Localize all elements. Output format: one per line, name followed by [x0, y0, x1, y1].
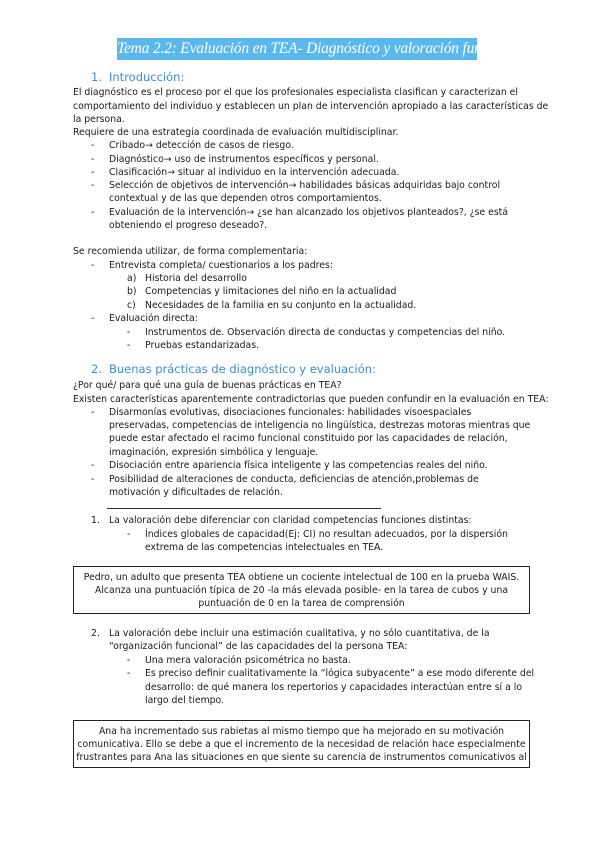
- bullet-text: motivación y dificultades de relación.: [109, 487, 283, 498]
- point-2-text: La valoración debe incluir una estimación cualitativa, y no sólo cuantitativa, de la: [109, 628, 490, 639]
- bullet-dash: -: [127, 327, 131, 338]
- bullet-text: obteniendo el progreso deseado?.: [109, 220, 268, 231]
- example-box-ana: [73, 720, 530, 768]
- section-2-heading: Buenas prácticas de diagnóstico y evaluación:: [109, 362, 376, 376]
- question-text: ¿Por qué/ para qué una guía de buenas prácticas en TEA?: [73, 380, 342, 391]
- bullet-dash: -: [91, 167, 95, 178]
- bullet-dash: -: [127, 668, 131, 679]
- bullet-text: preservadas, competencias de inteligencia no lingüística, destrezas motoras mientras que: [109, 420, 531, 431]
- bullet-dash: -: [91, 313, 95, 324]
- point-1-number: 1.: [91, 515, 100, 526]
- point-2-sub: Es preciso definir cualitativamente la “lógica subyacente” a ese modo diferente del: [145, 668, 535, 679]
- list-item: Instrumentos de. Observación directa de conductas y competencias del niño.: [145, 327, 506, 338]
- box-line: Pedro, un adulto que presenta TEA obtiene un cociente intelectual de 100 en la prueba WAIS.: [83, 572, 520, 583]
- box-line: Alcanza una puntuación típica de 20 -la más elevada posible- en la tarea de cubos y una: [94, 585, 509, 596]
- point-2-sub: desarrollo: de qué manera los repertorios y capacidades interactúan entre sí a lo: [145, 682, 523, 693]
- list-item: Pruebas estandarizadas.: [145, 340, 260, 351]
- point-1-text: La valoración debe diferenciar con claridad competencias funciones distintas:: [109, 515, 472, 526]
- section-1-heading: Introducción:: [109, 70, 185, 84]
- intro-line: la persona.: [73, 114, 125, 125]
- bullet-text: contextual y de las que dependen otros comportamientos.: [109, 193, 382, 204]
- example-box-pedro: [73, 566, 530, 614]
- bullet-dash: -: [127, 655, 131, 666]
- bullet-text: Clasificación→ situar al individuo en la intervención adecuada.: [109, 167, 400, 178]
- bullet-dash: -: [91, 140, 95, 151]
- bullet-dash: -: [91, 260, 95, 271]
- section-1-number: 1.: [91, 70, 102, 84]
- list-item: Necesidades de la familia en su conjunto en la actualidad.: [145, 300, 417, 311]
- bullet-dash: -: [91, 474, 95, 485]
- box-line: puntuación de 0 en la tarea de comprensión: [198, 598, 405, 609]
- requires-text: Requiere de una estrategia coordinada de evaluación multidisciplinar.: [73, 127, 399, 138]
- intro-line: comportamiento del individuo y establecen un plan de intervención apropiado a las características de: [73, 101, 549, 112]
- box-line: frustrantes para Ana las situaciones en que siente su carencia de instrumentos comunicativos al: [76, 752, 527, 763]
- bullet-dash: -: [91, 407, 95, 418]
- point-2-number: 2.: [91, 628, 100, 639]
- bullet-dash: -: [91, 460, 95, 471]
- point-2-sub: Una mera valoración psicométrica no basta.: [145, 655, 351, 666]
- intro-line: El diagnóstico es el proceso por el que los profesionales especialista clasifican y caracterizan el: [73, 87, 518, 98]
- divider-line: [107, 508, 381, 509]
- bullet-text: Posibilidad de alteraciones de conducta, deficiencias de atención,problemas de: [109, 474, 479, 485]
- bullet-text: Selección de objetivos de intervención→ habilidades básicas adquiridas bajo control: [109, 180, 501, 191]
- page-title: Tema 2.2: Evaluación en TEA- Diagnóstico y valoración funcional: [117, 38, 477, 60]
- bullet-text: imaginación, expresión simbólica y lenguaje.: [109, 447, 319, 458]
- point-2-text: “organización funcional” de las capacidades del la persona TEA:: [109, 641, 408, 652]
- bullet-dash: -: [91, 154, 95, 165]
- list-item: Competencias y limitaciones del niño en la actualidad: [145, 286, 397, 297]
- list-item: Historia del desarrollo: [145, 273, 247, 284]
- bullet-dash: -: [91, 207, 95, 218]
- list-letter: a): [127, 273, 137, 284]
- recommend-text: Se recomienda utilizar, de forma complementaria:: [73, 246, 308, 257]
- bullet-text: Disarmonías evolutivas, disociaciones funcionales: habilidades visoespaciales: [109, 407, 472, 418]
- list-letter: b): [127, 286, 137, 297]
- bullet-dash: -: [127, 340, 131, 351]
- bullet-dash: -: [127, 529, 131, 540]
- bullet-text: puede estar afectado el racimo funcional constituido por las capacidades de relación,: [109, 433, 508, 444]
- box-line: Ana ha incrementado sus rabietas al mismo tiempo que ha mejorado en su motivación: [98, 726, 505, 737]
- bullet-text: Cribado→ detección de casos de riesgo.: [109, 140, 294, 151]
- point-1-sub: Índices globales de capacidad(Ej: CI) no resultan adecuados, por la dispersión: [145, 529, 508, 540]
- direct-text: Evaluación directa:: [109, 313, 198, 324]
- existence-text: Existen características aparentemente contradictorias que pueden confundir en la evaluación en TEA:: [73, 394, 549, 405]
- section-2-number: 2.: [91, 362, 102, 376]
- bullet-text: Disociación entre apariencia física inteligente y las competencias reales del niño.: [109, 460, 488, 471]
- bullet-text: Diagnóstico→ uso de instrumentos específicos y personal.: [109, 154, 379, 165]
- bullet-dash: -: [91, 180, 95, 191]
- bullet-text: Evaluación de la intervención→ ¿se han alcanzado los objetivos planteados?, ¿se está: [109, 207, 509, 218]
- point-1-sub: extrema de las competencias intelectuales en TEA.: [145, 542, 384, 553]
- list-letter: c): [127, 300, 136, 311]
- point-2-sub: largo del tiempo.: [145, 695, 225, 706]
- box-line: comunicativa. Ello se debe a que el incremento de la necesidad de relación hace especialmente: [77, 739, 526, 750]
- interview-text: Entrevista completa/ cuestionarios a los padres:: [109, 260, 333, 271]
